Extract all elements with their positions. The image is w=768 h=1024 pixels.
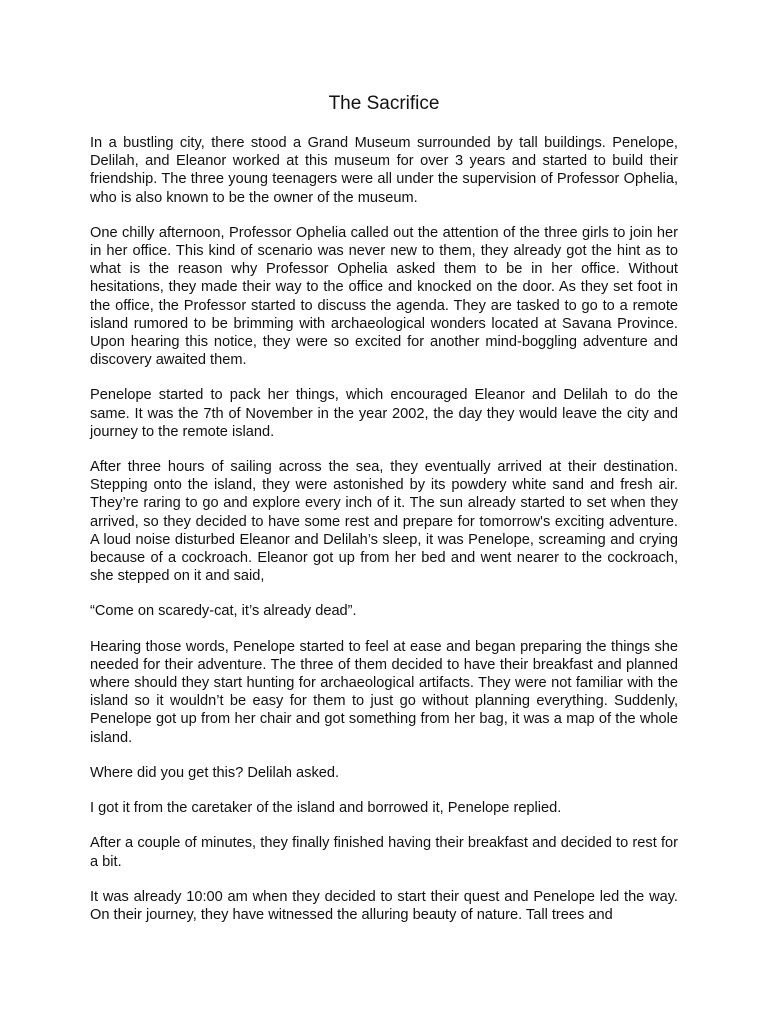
document-page — [90, 92, 678, 941]
paragraph-5-quote: “Come on scaredy-cat, it’s already dead”. — [90, 603, 357, 620]
paragraph-10: It was already 10:00 am when they decided to start their quest and Penelope led the way. On their journey, they have witnessed the alluring beauty of nature. Tall trees and — [90, 888, 678, 923]
paragraph-1: In a bustling city, there stood a Grand Museum surrounded by tall buildings. Penelope, Delilah, and Eleanor worked at this museum for over 3 years and started to build their friendship. The three young teenagers were all under the supervision of Professor Ophelia, who is also known to be the owner of the museum. — [90, 135, 678, 206]
paragraph-2: One chilly afternoon, Professor Ophelia called out the attention of the three girls to join her in her office. This kind of scenario was never new to them, they already got the hint as to what is the reason why Professor Ophelia asked them to be in her office. Without hesitations, they made their way to the office and knocked on the door. As they set foot in the office, the Professor started to discuss the agenda. They are tasked to go to a remote island rumored to be brimming with archaeological wonders located at Savana Province. Upon hearing this notice, they were so excited for another mind-boggling adventure and discovery awaited them. — [90, 224, 678, 369]
paragraph-3: Penelope started to pack her things, which encouraged Eleanor and Delilah to do the same. It was the 7th of November in the year 2002, the day they would leave the city and journey to the remote island. — [90, 387, 678, 440]
document-title: The Sacrifice — [328, 93, 440, 114]
paragraph-8: I got it from the caretaker of the island and borrowed it, Penelope replied. — [90, 800, 562, 817]
paragraph-9: After a couple of minutes, they finally finished having their breakfast and decided to rest for a bit. — [90, 835, 678, 870]
paragraph-4: After three hours of sailing across the sea, they eventually arrived at their destination. Stepping onto the island, they were astonished by its powdery white sand and fresh air. They’re raring to go and explore every inch of it. The sun already started to set when they arrived, so they decided to have some rest and prepare for tomorrow's exciting adventure. A loud noise disturbed Eleanor and Delilah’s sleep, it was Penelope, screaming and crying because of a cockroach. Eleanor got up from her bed and went nearer to the cockroach, she stepped on it and said, — [90, 459, 678, 585]
paragraph-6: Hearing those words, Penelope started to feel at ease and began preparing the things she needed for their adventure. The three of them decided to have their breakfast and planned where should they start hunting for archaeological artifacts. They were not familiar with the island so it wouldn’t be easy for them to just go without planning everything. Suddenly, Penelope got up from her chair and got something from her bag, it was a map of the whole island. — [90, 638, 678, 746]
paragraph-7: Where did you get this? Delilah asked. — [90, 764, 340, 781]
